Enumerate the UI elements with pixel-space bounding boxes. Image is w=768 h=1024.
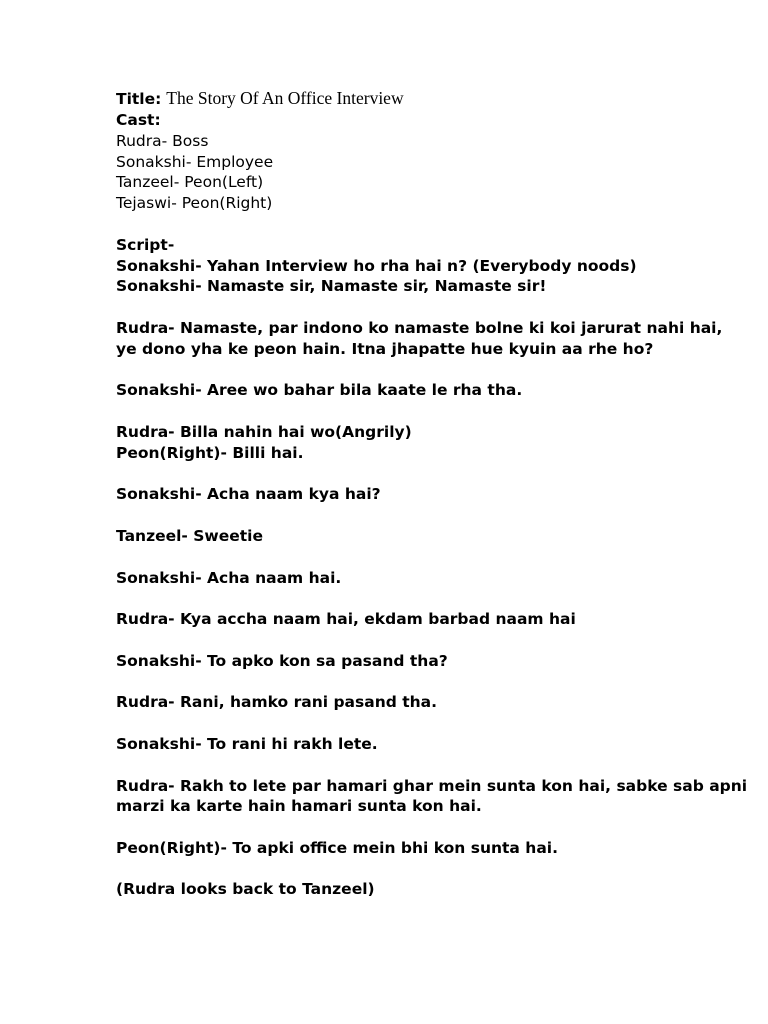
script-line: ye dono yha ke peon hain. Itna jhapatte hue kyuin aa rhe ho? (116, 339, 654, 358)
script-line (116, 505, 676, 526)
document-title: The Story Of An Office Interview (166, 88, 404, 108)
script-line: Sonakshi- Aree wo bahar bila kaate le rha tha. (116, 381, 523, 400)
script-line: Rudra- Rani, hamko rani pasand tha. (116, 693, 438, 712)
script-line (116, 817, 676, 838)
script-document (116, 87, 748, 900)
cast-label: Cast: (116, 111, 161, 129)
script-line: Peon(Right)- To apki office mein bhi kon sunta hai. (116, 838, 558, 857)
title-label: Title: (116, 90, 162, 108)
script-line (116, 401, 676, 422)
script-line: Sonakshi- To rani hi rakh lete. (116, 734, 378, 753)
script-line (116, 859, 676, 880)
cast-item: Tanzeel- Peon(Left) (116, 173, 264, 192)
script-line: Tanzeel- Sweetie (116, 526, 264, 545)
script-line: Sonakshi- To apko kon sa pasand tha? (116, 651, 448, 670)
script-line (116, 547, 676, 568)
script-line: Sonakshi- Acha naam hai. (116, 568, 342, 587)
script-line: Rudra- Namaste, par indono ko namaste bolne ki koi jarurat nahi hai, (116, 318, 723, 337)
blank-line (116, 214, 676, 235)
cast-item: Rudra- Boss (116, 131, 209, 150)
title-line (116, 87, 676, 110)
script-line: Peon(Right)- Billi hai. (116, 443, 304, 462)
script-line: Sonakshi- Namaste sir, Namaste sir, Namaste sir! (116, 277, 547, 296)
script-line: Rudra- Rakh to lete par hamari ghar mein sunta kon hai, sabke sab apni (116, 776, 748, 795)
script-line (116, 297, 676, 318)
script-line (116, 630, 676, 651)
script-line: Rudra- Kya accha naam hai, ekdam barbad naam hai (116, 610, 576, 629)
script-line (116, 360, 676, 381)
script-line (116, 713, 676, 734)
script-line (116, 672, 676, 693)
script-line: Sonakshi- Yahan Interview ho rha hai n? (Everybody noods) (116, 256, 637, 275)
script-line: marzi ka karte hain hamari sunta kon hai. (116, 797, 482, 816)
script-line: (Rudra looks back to Tanzeel) (116, 880, 375, 899)
script-line (116, 588, 676, 609)
script-line: Sonakshi- Acha naam kya hai? (116, 485, 381, 504)
script-line (116, 464, 676, 485)
cast-item: Sonakshi- Employee (116, 152, 274, 171)
cast-item: Tejaswi- Peon(Right) (116, 194, 273, 213)
script-line (116, 755, 676, 776)
script-label: Script- (116, 235, 175, 254)
script-line: Rudra- Billa nahin hai wo(Angrily) (116, 422, 412, 441)
